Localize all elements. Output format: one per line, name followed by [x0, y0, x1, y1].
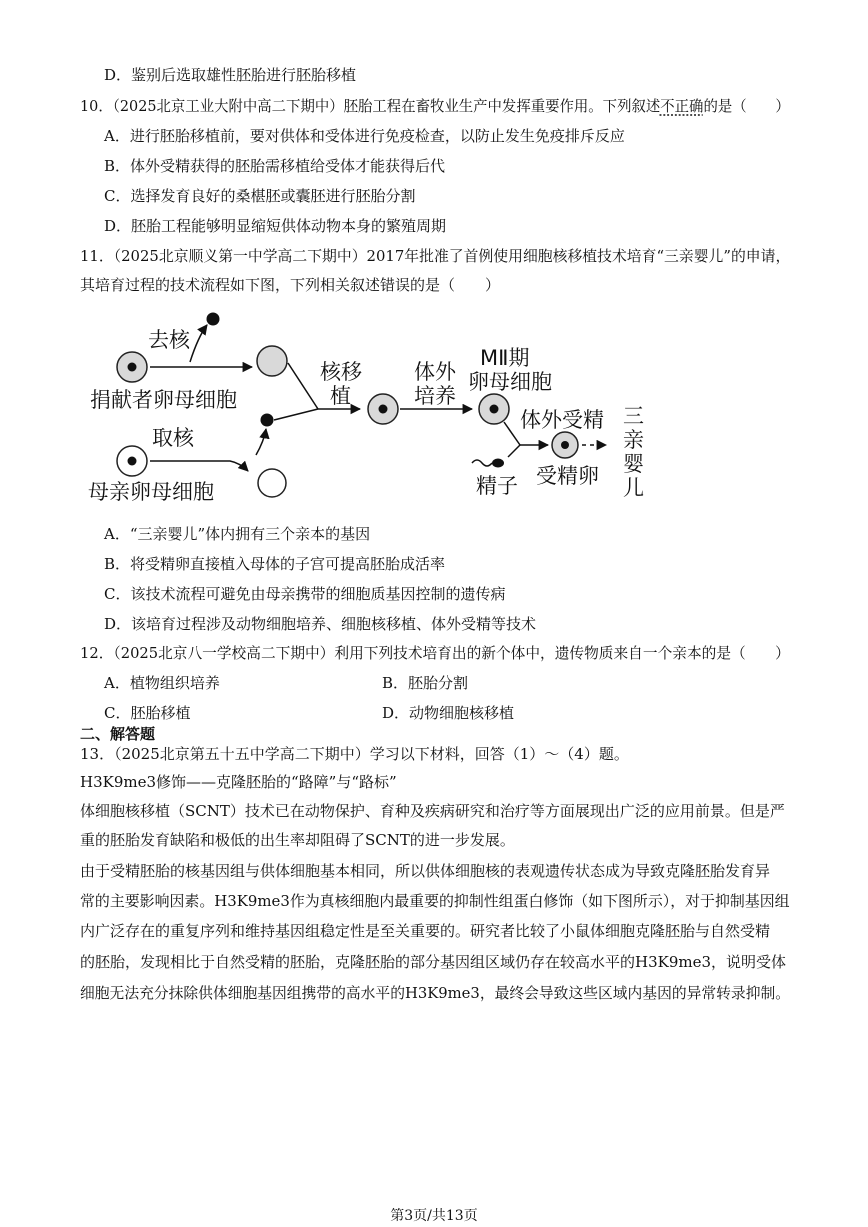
q10-option-d: D．胚胎工程能够明显缩短供体动物本身的繁殖周期: [104, 217, 447, 235]
q11-stem-line2: 其培育过程的技术流程如下图，下列相关叙述错误的是（ ）: [80, 276, 501, 294]
q11-option-a: A．“三亲婴儿”体内拥有三个亲本的基因: [104, 525, 371, 543]
label-donor-oocyte: 捐献者卵母细胞: [90, 388, 237, 412]
q13-para2-line2: 常的主要影响因素。H3K9me3作为真核细胞内最重要的抑制性组蛋白修饰（如下图所示），对于抑制基因组: [80, 892, 790, 910]
zygote-cell: [552, 432, 578, 458]
q10-stem-emphasis: 不正确: [660, 97, 704, 115]
label-take-nucleus: 取核: [152, 426, 194, 450]
q12-option-c: C．胚胎移植: [104, 704, 191, 722]
q10-option-b: B．体外受精获得的胚胎需移植给受体才能获得后代: [104, 157, 446, 175]
q13-para2-line3: 内广泛存在的重复序列和维持基因组稳定性是至关重要的。研究者比较了小鼠体细胞克隆胚胎与自然受精: [80, 922, 771, 940]
taken-nucleus-dot: [261, 414, 274, 427]
three-parent-baby-flow-diagram: [80, 305, 660, 515]
removed-nucleus-dot: [207, 313, 220, 326]
mii-oocyte-cell: [479, 394, 509, 424]
label-in-vitro-2: 培养: [414, 384, 456, 408]
label-mii-1: MⅡ期: [480, 346, 530, 370]
fertilization-line-bottom: [508, 445, 520, 457]
label-mother-oocyte: 母亲卵母细胞: [88, 480, 214, 504]
q12-option-a: A．植物组织培养: [104, 674, 220, 692]
q9-option-d: D．鉴别后选取雄性胚胎进行胚胎移植: [104, 66, 357, 84]
label-remove-nucleus: 去核: [148, 328, 190, 352]
remaining-cytoplasm-cell: [258, 469, 286, 497]
q10-stem: [80, 96, 790, 116]
q11-option-c: C．该技术流程可避免由母亲携带的细胞质基因控制的遗传病: [104, 585, 506, 603]
sperm-icon: [472, 459, 504, 468]
q13-para2-line4: 的胚胎，发现相比于自然受精的胚胎，克隆胚胎的部分基因组区域仍存在较高水平的H3K9me3，说明受体: [80, 953, 787, 971]
q12-option-b: B．胚胎分割: [382, 674, 469, 692]
q12-option-d: D．动物细胞核移植: [382, 704, 515, 722]
merge-line-bottom: [274, 409, 318, 420]
label-in-vitro-1: 体外: [414, 360, 456, 384]
reconstructed-oocyte-cell: [368, 394, 398, 424]
donor-oocyte-cell: [117, 352, 147, 382]
label-ivf: 体外受精: [520, 408, 604, 432]
mother-oocyte-cell: [117, 446, 147, 476]
fertilization-line-top: [504, 422, 520, 445]
label-mii-2: 卵母细胞: [468, 370, 552, 394]
section-heading: 二、解答题: [80, 725, 156, 743]
enucleated-oocyte-cell: [257, 346, 287, 376]
q13-para1-line2: 重的胚胎发育缺陷和极低的出生率却阻碍了SCNT的进一步发展。: [80, 831, 515, 849]
remove-nucleus-arrow: [190, 325, 207, 362]
q11-option-d: D．该培育过程涉及动物细胞培养、细胞核移植、体外受精等技术: [104, 615, 537, 633]
label-nuclear-transfer-2: 植: [330, 384, 351, 408]
label-baby: 三 亲 婴 儿: [623, 404, 644, 500]
label-sperm: 精子: [476, 474, 518, 498]
q10-option-c: C．选择发育良好的桑椹胚或囊胚进行胚胎分割: [104, 187, 416, 205]
label-zygote: 受精卵: [536, 464, 599, 488]
take-nucleus-arrow: [256, 429, 266, 455]
q13-material-title: H3K9me3修饰——克隆胚胎的“路障”与“路标”: [80, 773, 397, 791]
label-nuclear-transfer-1: 核移: [320, 360, 362, 384]
q12-stem: 12．（2025北京八一学校高二下期中）利用下列技术培育出的新个体中，遗传物质来自一个亲本的是（ ）: [80, 644, 790, 662]
q10-option-a: A．进行胚胎移植前，要对供体和受体进行免疫检查，以防止发生免疫排斥反应: [104, 127, 625, 145]
q11-option-b: B．将受精卵直接植入母体的子宫可提高胚胎成活率: [104, 555, 446, 573]
q13-para2-line1: 由于受精胚胎的核基因组与供体细胞基本相同，所以供体细胞核的表观遗传状态成为导致克隆胚胎发育异: [80, 862, 771, 880]
q13-para2-line5: 细胞无法充分抹除供体细胞基因组携带的高水平的H3K9me3，最终会导致这些区域内基因的异常转录抑制。: [80, 984, 791, 1002]
merge-line-top: [288, 363, 318, 409]
mother-to-cytoplasm-arrow: [150, 461, 248, 471]
q13-stem: 13．（2025北京第五十五中学高二下期中）学习以下材料，回答（1）～（4）题。: [80, 745, 629, 763]
q10-stem-after: 的是（ ）: [703, 97, 790, 115]
page-footer: 第3页/共13页: [390, 1208, 478, 1224]
q11-stem-line1: 11．（2025北京顺义第一中学高二下期中）2017年批准了首例使用细胞核移植技术培育“三亲婴儿”的申请，: [80, 247, 791, 265]
q10-stem-before: 10．（2025北京工业大附中高二下期中）胚胎工程在畜牧业生产中发挥重要作用。下列叙述: [80, 97, 661, 115]
q13-para1-line1: 体细胞核移植（SCNT）技术已在动物保护、育种及疾病研究和治疗等方面展现出广泛的应用前景。但是严: [80, 802, 785, 820]
